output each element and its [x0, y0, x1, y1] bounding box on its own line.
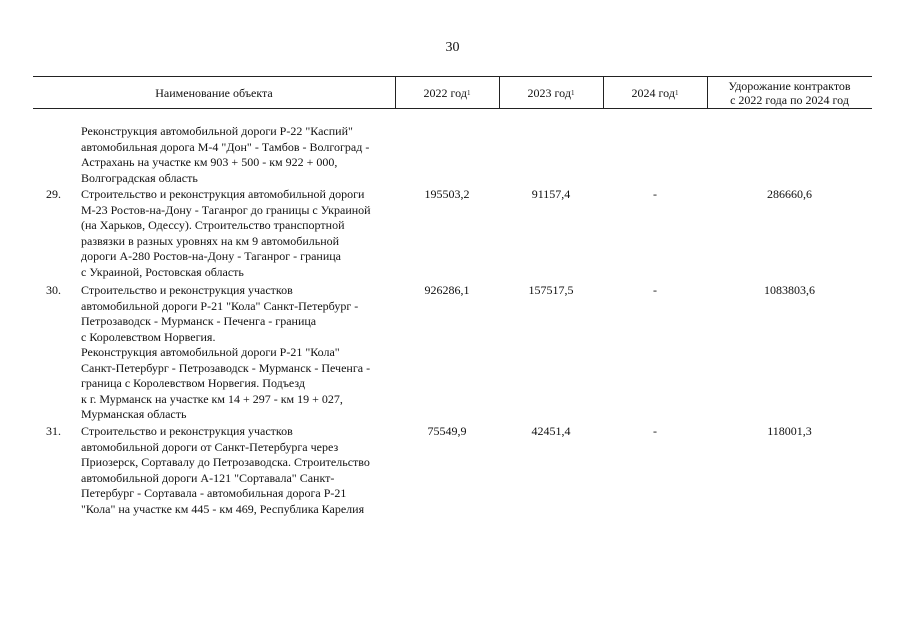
row-name-line: (на Харьков, Одессу). Строительство транспортной	[81, 218, 345, 232]
row-value-2023: 42451,4	[531, 424, 571, 438]
row-value-2023: 91157,4	[531, 187, 571, 201]
row-name-line: Строительство и реконструкция автомобильной дороги	[81, 187, 365, 201]
row-name-line: автомобильной дороги от Санкт-Петербурга через	[81, 439, 339, 454]
row-name-line: с Королевством Норвегия.	[81, 329, 216, 344]
row-name-line: Санкт-Петербург - Петрозаводск - Мурманск - Печенга -	[81, 360, 371, 375]
header-2022-label: 2022 год	[423, 85, 467, 100]
table-header	[33, 76, 872, 109]
header-2024: 2024 год 1	[631, 85, 679, 100]
row-name-line: Реконструкция автомобильной дороги Р-21 "Кола"	[81, 345, 340, 359]
row-object-name	[81, 187, 426, 280]
header-2023: 2023 год 1	[527, 85, 575, 100]
row-number: 30.	[46, 283, 61, 297]
row-name-line: М-23 Ростов-на-Дону - Таганрог до границы с Украиной	[81, 202, 371, 217]
row-name-line: Астрахань на участке км 903 + 500 - км 922 + 000,	[81, 155, 338, 169]
header-object-name: Наименование объекта	[155, 85, 273, 100]
row-value-2024: -	[653, 187, 657, 201]
row-name-line: Мурманская область	[81, 407, 187, 421]
header-increase-line1: Удорожание контрактов	[728, 78, 851, 93]
row-name-line: граница с Королевством Норвегия. Подъезд	[81, 376, 306, 390]
row-name-line: Строительство и реконструкция участков	[81, 283, 293, 297]
row-name-line: дороги А-280 Ростов-на-Дону - Таганрог - граница	[81, 249, 341, 263]
header-increase-line2: с 2022 года по 2024 год	[730, 92, 849, 107]
row-name-line: Волгоградская область	[81, 170, 198, 185]
row-name-line: с Украиной, Ростовская область	[81, 264, 244, 279]
row-value-2022: 75549,9	[427, 424, 467, 438]
row-name-line: автомобильной дороги Р-21 "Кола" Санкт-Петербург -	[81, 298, 359, 313]
row-value-2024: -	[653, 424, 657, 438]
row-name-line: развязки в разных уровнях на км 9 автомобильной	[81, 233, 340, 248]
row-object-name	[81, 124, 426, 186]
row-contract-increase: 286660,6	[767, 187, 812, 201]
row-name-line: к г. Мурманск на участке км 14 + 297 - км 19 + 027,	[81, 391, 343, 406]
header-2022: 2022 год 1	[423, 85, 471, 100]
row-value-2022: 926286,1	[424, 283, 470, 297]
row-name-line: Реконструкция автомобильной дороги Р-22 "Каспий"	[81, 124, 353, 138]
page-number: 30	[445, 40, 460, 55]
row-value-2023: 157517,5	[528, 283, 574, 297]
row-object-name	[81, 424, 426, 517]
row-object-name	[81, 283, 426, 423]
row-name-line: Строительство и реконструкция участков	[81, 424, 293, 438]
header-2023-label: 2023 год	[527, 85, 571, 100]
header-2024-label: 2024 год	[631, 85, 675, 100]
row-number: 31.	[46, 424, 61, 438]
row-value-2024: -	[653, 283, 657, 297]
header-contract-increase	[707, 77, 872, 108]
row-number: 29.	[46, 187, 61, 201]
row-name-line: автомобильной дороги А-121 "Сортавала" Санкт-	[81, 470, 335, 485]
row-name-line: Петербург - Сортавала - автомобильная дорога Р-21	[81, 486, 347, 500]
row-name-line: Приозерск, Сортавалу до Петрозаводска. Строительство	[81, 455, 370, 469]
row-name-line: "Кола" на участке км 445 - км 469, Республика Карелия	[81, 501, 365, 516]
row-contract-increase: 118001,3	[767, 424, 812, 438]
row-name-line: Петрозаводск - Мурманск - Печенга - граница	[81, 314, 317, 328]
row-name-line: автомобильная дорога М-4 "Дон" - Тамбов - Волгоград -	[81, 139, 370, 154]
row-value-2022: 195503,2	[424, 187, 470, 201]
row-contract-increase: 1083803,6	[764, 283, 815, 297]
